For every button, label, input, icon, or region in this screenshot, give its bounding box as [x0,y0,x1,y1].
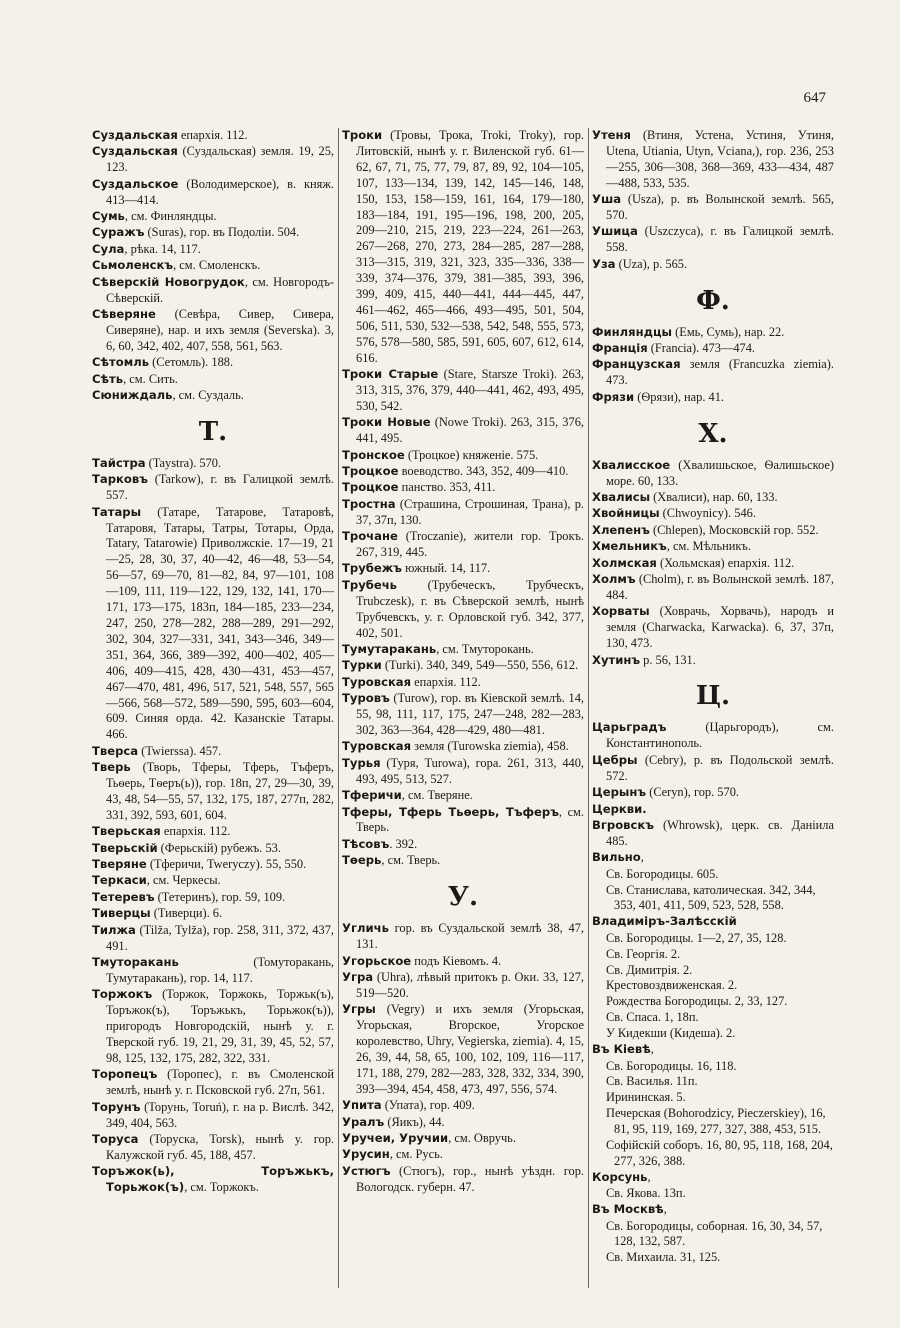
index-entry [342,837,584,853]
entry-text: (Хвалишьское, Ѳалишьское) море. 60, 133. [606,457,834,488]
index-column-1 [92,128,334,1288]
entry-headword: Тверьская [92,824,161,839]
entry-headword: Тверь [92,760,131,775]
entry-headword: Сумь [92,209,125,224]
index-entry [92,177,334,209]
entry-headword: Хутинъ [592,652,641,667]
entry-text: южный. 14, 117. [401,561,491,576]
entry-headword: Троцкое [342,480,399,495]
entry-text: (Творь, Тферы, Тферь, Тъферъ, Тьѳерь, Тѳеръ(ь)), гор. 18п, 27, 29—30, 39, 43, 48, 54—55, 57, 132, 175, 187, 277п, 282, 331, 392, 593, 601, 604. [106,760,334,822]
index-column-2 [342,128,584,1288]
index-entry [592,1202,834,1218]
index-entry [342,415,584,447]
entry-text: земля (Francuzka ziemia). 473. [606,357,834,388]
index-subentry: Св. Богородицы. 16, 118. [606,1058,737,1073]
entry-headword: Упита [342,1098,382,1113]
page-number: 647 [803,90,826,106]
entry-headword: Тарковъ [92,472,148,487]
index-entry [92,209,334,225]
entry-text: (Втиня, Устена, Устиня, Утиня, Utena, Utiania, Utyn, Vciana,), гор. 236, 253—255, 306—308, 368—369, 433—434, 487—488, 533, 535. [606,128,834,190]
entry-headword: Царьградъ [592,720,667,735]
entry-text: (Stare, Starsze Troki). 263, 313, 315, 376, 379, 440—441, 462, 493, 495, 530, 542. [356,367,584,413]
index-subentry: Св. Спаса. 1, 18п. [606,1010,699,1025]
entry-text: (Turow), гор. въ Кіевской землѣ. 14, 55, 98, 111, 117, 175, 247—248, 282—283, 302, 363—364, 428—429, 480—481. [356,691,584,738]
entry-text: , см. Овручь. [448,1130,516,1145]
section-letter: Ф. [696,285,730,316]
index-entry [342,1131,584,1147]
entry-text: (Хольмская) епархія. 112. [656,555,795,570]
entry-text: (Тферичи, Twerуczy). 55, 550. [146,857,307,872]
entry-text: (Хвалиси), нар. 60, 133. [650,490,778,504]
entry-headword: Финляндцы [592,324,673,339]
index-subentry: Св. Якова. 13п. [606,1186,686,1201]
index-entry [592,490,834,506]
index-entry [342,1115,584,1131]
entry-headword: Тумутаракань [342,642,437,656]
entry-text: (Тровы, Трока, Troki, Troky), гор. Литовскій, нынѣ у. г. Виленской губ. 61—62, 67, 71, 75, 77, 79, 87, 89, 92, 104—105, 107, 133—134, 139, 142, 145—146, 148, 150, 153, 158—159, 161, 164, 179—180, 183—184, 191, 195—196, 198, 200, 205, 209—210, 215, 219, 223—224, 261—263, 267—268, 270, 273, 284—285, 287—288, 313—315, 319, 321, 323, 335—336, 338—339, 374—376, 379, 381—385, 393, 396, 399, 409, 415, 440—441, 444—445, 447, 461—462, 465—466, 493—495, 501, 504, 506, 511, 530, 532—538, 542, 548, 555, 573, 576, 578—580, 585, 591, 605, 607, 612, 614, 616. [356,128,584,365]
index-entry [592,390,834,406]
index-subentry: Св. Георгія. 2. [606,946,681,961]
entry-text: (Упата), гор. 409. [381,1098,475,1113]
index-entry [92,225,334,241]
entry-headword: Урусин [342,1147,390,1162]
entry-text: (Vegry) и ихъ земля (Угорьская, Угорьская, Вгорское, Угорское королевство, Uhry, Vegierska, ziemia). 4, 15, 26, 39, 44, 58, 65, 100, 102, 109, 116—117, 171, 188, 279, 282—283, 328, 332, 334, 390, 393—394, 454, 458, 473, 497, 556, 574. [356,1002,584,1096]
index-entry [92,857,334,873]
index-entry [92,307,334,355]
index-subentry: Печерская (Bohorodzicy, Pieczerskiey), 16, 81, 95, 119, 169, 277, 327, 388, 453, 515. [606,1106,826,1137]
index-column-3 [592,128,834,1288]
entry-text: (Тетеринъ), гор. 59, 109. [154,889,286,904]
entry-text: (Торжок, Торжокь, Торжьк(ъ), Торъжок(ъ), Торъжькъ, Торьжок(ъ)), пригородъ Новгородскій, нынѣ у. г. Тверской губ. 19, 21, 29, 31, 39, 45, 52, 57, 98, 125, 132, 175, 282, 322, 331. [106,987,334,1065]
entry-text: (Francia). 473—474. [647,341,756,356]
entry-text: , см. Мѣльникъ. [666,539,751,554]
index-entry [592,224,834,256]
index-entry [342,853,584,869]
entry-headword: Сьмоленскъ [92,258,174,273]
index-entry [342,480,584,496]
index-entry [342,497,584,529]
entry-headword: Угличь [342,921,389,936]
entry-text: (Nowe Troki). 263, 315, 376, 441, 495. [356,415,584,446]
entry-headword: Торунъ [92,1099,141,1114]
entry-text: (Ховрачь, Хорвачь), народъ и земля (Charwacka, Karwacka). 6, 37, 37п, 130, 473. [606,604,834,651]
entry-headword: Сѣверскій Новогрудок [92,274,245,289]
entry-headword: Торъжок(ь), Торъжькъ, Торьжок(ъ) [92,1164,334,1195]
index-entry [592,506,834,522]
entry-headword: Уралъ [342,1114,385,1129]
index-entry [342,954,584,970]
entry-text: (Троцкое) княженіе. 575. [404,447,539,462]
index-entry [592,1042,834,1058]
entry-headword: Суздальское [92,176,179,191]
entry-headword: Трочане [342,529,398,544]
entry-headword: Троки Старые [342,367,439,382]
index-entry [92,456,334,472]
index-entry [592,572,834,604]
index-entry [342,675,584,691]
entry-text: , см. Торжокъ. [184,1180,259,1195]
index-entry [592,818,834,850]
index-subentry: Св. Богородицы, соборная. 16, 30, 34, 57, 128, 132, 587. [606,1218,823,1249]
entry-headword: Торопецъ [92,1067,158,1082]
index-entry [592,257,834,273]
entry-headword: Тмуторакань [92,955,179,969]
entry-headword: Вгровскъ [592,817,654,832]
entry-text: (Татаре, Татарове, Татаровѣ, Татаровя, Татары, Татры, Тотары, Орда, Tatary, Tatarowie) Приволжскіе. 17—19, 21—25, 28, 30, 37, 40—42, 46—48, 53—54, 56—57, 69—70, 81—82, 84, 97—101, 108—109, 111, 119—122, 129, 132, 141, 170—171, 173—175, 183п, 184—185, 233—234, 247, 250, 278—282, 288—289, 291—292, 302, 304, 327—331, 341, 343—346, 349—351, 364, 366, 389—392, 400—402, 405—406, 409—415, 428, 430—431, 453—457, 467—470, 481, 496, 517, 521, 548, 557, 565—566, 568—572, 589—590, 595, 603—604, 609. Синяя орда. 42. Казанскіе Татары. 466. [106,504,334,742]
entry-headword: Хлепенъ [592,522,650,537]
index-entry [342,970,584,1002]
entry-text: (Tilža, Tylža), гор. 258, 311, 372, 437, 491. [106,922,334,953]
entry-text: , см. Тверь. [356,804,584,835]
entry-headword: Уза [592,256,616,271]
entry-text: , [640,850,644,865]
entry-headword: Уша [592,192,622,207]
index-entry [342,691,584,739]
index-subentry: Св. Станислава, католическая. 342, 344, 353, 401, 411, 509, 523, 528, 558. [606,882,816,913]
entry-headword: Хорваты [592,604,650,619]
index-entry [592,128,834,192]
section-letter: Т. [198,416,228,447]
entry-headword: Тиверцы [92,906,151,921]
entry-headword: Въ Кіевѣ [592,1042,651,1057]
entry-text: панство. 353, 411. [398,480,496,495]
entry-headword: Троки [342,128,383,142]
index-entry [92,355,334,371]
entry-text: (Страшина, Строшиная, Трана), р. 37, 37п, 130. [356,496,584,527]
entry-headword: Сѣть [92,371,124,386]
index-entry [592,341,834,357]
entry-text: (Суздальская) земля. 19, 25, 123. [106,144,334,175]
index-entry [592,785,834,801]
entry-text: , см. Русь. [389,1147,443,1162]
entry-text: (Торунь, Toruń), г. на р. Вислѣ. 342, 349, 404, 563. [106,1099,334,1130]
entry-text: , [647,1169,651,1184]
entry-text: (Емь, Сумь), нар. 22. [672,324,785,339]
entry-headword: Трубежъ [342,561,402,576]
entry-headword: Церынъ [592,785,647,800]
index-entry [342,1147,584,1163]
index-entry [592,539,834,555]
index-entry [342,367,584,415]
entry-headword: Сѣтомль [92,355,150,370]
entry-headword: Тайстра [92,455,146,470]
index-entry [92,472,334,504]
entry-headword: Утеня [592,128,631,142]
index-entry [92,955,334,987]
entry-text: (Chlepen), Московскій гор. 552. [649,522,819,537]
entry-headword: Угорьское [342,953,412,968]
index-entry [592,192,834,224]
entry-headword: Тростна [342,496,396,511]
entry-headword: Тферичи [342,788,402,803]
index-entry [92,873,334,889]
entry-text: р. 56, 131. [640,652,696,667]
entry-headword: Троки Новые [342,415,431,430]
index-entry [592,850,834,866]
index-subentry: Св. Богородицы. 605. [606,866,719,881]
index-entry [592,914,834,930]
index-entry [92,1100,334,1132]
entry-text: (Стюгъ), гор., нынѣ уѣздн. гор. Вологодск. губерн. 47. [356,1163,584,1194]
entry-text: , см. Сить. [123,371,178,386]
index-entry [92,890,334,906]
entry-headword: Владиміръ-Залѣсскій [592,914,737,929]
index-entry [92,1164,334,1196]
entry-text: , см. Тмуторокань. [436,642,534,656]
index-subentry: Крестовоздвиженская. 2. [606,978,738,993]
index-entry [92,128,334,144]
entry-text: , см. Черкесы. [146,873,221,888]
index-entry [92,275,334,307]
entry-text: подъ Кіевомъ. 4. [411,953,502,968]
entry-text: . 392. [389,836,418,851]
index-entry [342,658,584,674]
entry-headword: Троцкое [342,464,399,479]
entry-text: , [650,1042,654,1057]
index-entry [592,720,834,752]
entry-text: , см. Финляндцы. [124,209,217,224]
entry-text: (Twierssa). 457. [138,743,222,758]
entry-headword: Тверьскій [92,840,158,855]
entry-headword: Вильно [592,850,641,865]
entry-headword: Цебры [592,752,638,767]
entry-text: (Сетомль). 188. [149,355,234,370]
index-entry [342,739,584,755]
entry-text: (Whrowsk), церк. св. Даніила 485. [606,817,834,848]
entry-headword: Торжокъ [92,987,153,1002]
index-entry [92,1132,334,1164]
entry-text: (Севѣра, Сивер, Сивера, Сиверяне), нар. и ихъ земля (Severska). 3, 6, 60, 342, 402, 407, 558, 561, 563. [106,306,334,353]
entry-text: (Царьгородъ), см. Константинополь. [606,720,834,751]
index-entry [342,788,584,804]
index-entry [592,357,834,389]
entry-text: (Taystra). 570. [145,455,222,470]
index-entry [92,372,334,388]
entry-text: (Володимерское), в. княж. 413—414. [106,176,334,207]
column-divider [588,128,589,1288]
index-entry [342,805,584,837]
index-subentry: Св. Богородицы. 1—2, 27, 35, 128. [606,930,787,945]
entry-headword: Уручеи, Уручии [342,1130,449,1145]
section-letter: Х. [698,418,728,449]
index-entry [92,144,334,176]
entry-headword: Тверяне [92,857,147,872]
index-subentry: Св. Василья. 11п. [606,1074,698,1089]
index-entry [92,258,334,274]
entry-text: (Ферьскій) рубежъ. 53. [157,840,281,855]
entry-text: воеводство. 343, 352, 409—410. [398,464,569,479]
entry-text: (Ѳрязи), нар. 41. [634,389,725,404]
index-entry [92,242,334,258]
entry-headword: Туровская [342,739,412,754]
index-subentry: Св. Михаила. 31, 125. [606,1250,721,1265]
index-entry [342,529,584,561]
entry-text: епархія. 112. [160,824,231,839]
entry-text: земля (Turowska ziemia), 458. [411,739,569,754]
entry-headword: Суражъ [92,225,145,240]
entry-text: , рѣка. 14, 117. [124,241,201,256]
entry-headword: Хвалисы [592,490,651,504]
index-entry [92,388,334,404]
entry-text: (Туря, Turowa), гора. 261, 313, 440, 493, 495, 513, 527. [356,755,584,786]
entry-headword: Турья [342,755,381,770]
entry-headword: Тѳерь [342,853,382,868]
entry-text: (Tarkow), г. въ Галицкой землѣ. 557. [106,472,334,503]
entry-text: (Troczanie), жители гор. Трокъ. 267, 319, 445. [356,529,584,560]
entry-text: (Трубеческъ, Трубческъ, Trubczesk), г. въ Сѣверской землѣ, нынѣ Трубчевскъ, у. г. Орловской губ. 342, 377, 402, 501. [356,577,584,640]
entry-text: (Яикъ), 44. [384,1114,445,1129]
entry-headword: Торуса [92,1131,139,1146]
index-entry [342,1164,584,1196]
index-subentry: Софійскій соборъ. 16, 80, 95, 118, 168, 204, 277, 326, 388. [606,1138,833,1168]
column-divider [338,128,339,1288]
entry-headword: Холмъ [592,572,636,587]
index-entry [592,458,834,490]
entry-headword: Суздальская [92,144,178,159]
entry-text: (Ceryn), гор. 570. [646,785,739,800]
entry-headword: Туровская [342,674,412,689]
index-entry [592,325,834,341]
section-letter: У. [447,882,479,913]
index-entry [92,824,334,840]
entry-text: (Торопес), г. въ Смоленской землѣ, нынѣ у. г. Псковской губ. 27п, 561. [106,1067,334,1098]
index-subentry: У Кидекши (Кидеша). 2. [606,1026,736,1041]
entry-headword: Хвойницы [592,506,660,521]
entry-text: (Cebry), р. въ Подольской землѣ. 572. [606,752,834,783]
index-entry [92,841,334,857]
index-entry [592,1170,834,1186]
entry-text: епархія. 112. [411,674,481,689]
index-entry [342,464,584,480]
entry-headword: Ушица [592,224,638,239]
index-entry [342,1002,584,1097]
entry-headword: Хвалисское [592,457,671,472]
index-entry [92,906,334,922]
index-entry [592,753,834,785]
entry-headword: Татары [92,504,142,519]
entry-headword: Турки [342,658,382,673]
entry-headword: Тетеревъ [92,889,155,904]
entry-text: (Turki). 340, 349, 549—550, 556, 612. [381,658,579,673]
entry-text: , см. Суздаль. [172,388,244,402]
entry-headword: Тферы, Тферь Тьѳерь, Тъферъ [342,804,559,819]
entry-headword: Сула [92,241,125,256]
entry-headword: Сюниждаль [92,388,173,402]
entry-text: , [663,1202,667,1217]
index-entry [592,604,834,652]
index-entry [92,744,334,760]
index-entry [342,1098,584,1114]
index-entry [342,756,584,788]
index-subentry: Рождества Богородицы. 2, 33, 127. [606,994,788,1009]
index-entry [92,987,334,1067]
entry-headword: Корсунь [592,1169,648,1184]
index-entry [92,505,334,744]
entry-headword: Тверса [92,743,139,758]
index-entry [92,760,334,824]
entry-headword: Теркаси [92,873,147,888]
entry-text: , см. Тверяне. [401,788,473,803]
entry-headword: Сѣверяне [92,306,156,321]
index-entry [342,128,584,367]
index-entry [342,561,584,577]
section-letter: Ц. [695,681,731,712]
entry-text: (Chwoynicy). 546. [659,506,756,521]
entry-text: (Тиверци). 6. [150,906,223,921]
entry-headword: Холмская [592,555,657,570]
index-subentry: Ирининская. 5. [606,1090,686,1105]
entry-headword: Хмельникъ [592,539,667,554]
entry-headword: Церкви. [592,801,647,816]
entry-text: , см. Тверь. [381,853,441,868]
index-entry [592,653,834,669]
entry-text: , см. Смоленскъ. [173,258,261,273]
index-subentry: Св. Димитрія. 2. [606,962,693,977]
entry-headword: Суздальская [92,128,178,142]
entry-headword: Французская [592,357,681,372]
entry-text: (Торуска, Torsk), нынѣ у. гор. Калужской губ. 45, 188, 457. [106,1131,334,1162]
entry-text: (Suras), гор. въ Подоліи. 504. [144,225,300,240]
entry-text: (Uhra), лѣвый притокъ р. Оки. 33, 127, 519—520. [356,969,584,1000]
entry-headword: Угры [342,1002,376,1017]
entry-headword: Тронское [342,447,405,462]
entry-text: епархія. 112. [177,128,248,142]
index-entry [342,448,584,464]
index-entry [592,556,834,572]
index-entry [342,578,584,642]
index-entry [342,921,584,953]
entry-text: (Томуторакань, Тумутаракань), гор. 14, 117. [106,955,334,985]
entry-headword: Туровъ [342,691,390,706]
entry-headword: Трубечь [342,577,398,592]
index-entry [592,802,834,818]
entry-text: (Cholm), г. въ Волынской землѣ. 187, 484. [606,572,834,602]
entry-headword: Угра [342,969,374,984]
entry-headword: Тилжа [92,922,136,937]
entry-text: , см. Новгородъ-Сѣверскій. [106,274,334,305]
entry-text: гор. въ Суздальской землѣ 38, 47, 131. [356,921,584,952]
entry-text: (Uza), р. 565. [615,256,688,271]
entry-text: (Usza), р. въ Волынской землѣ. 565, 570. [606,192,834,223]
entry-headword: Устюгъ [342,1163,391,1178]
entry-headword: Въ Москвѣ [592,1202,664,1217]
index-entry [342,642,584,658]
index-entry [92,1067,334,1099]
entry-headword: Франція [592,341,648,356]
entry-text: (Uszczyca), г. въ Галицкой землѣ. 558. [606,224,834,255]
entry-headword: Фрязи [592,389,635,404]
entry-headword: Тѣсовъ [342,836,390,851]
index-entry [592,523,834,539]
index-entry [92,923,334,955]
